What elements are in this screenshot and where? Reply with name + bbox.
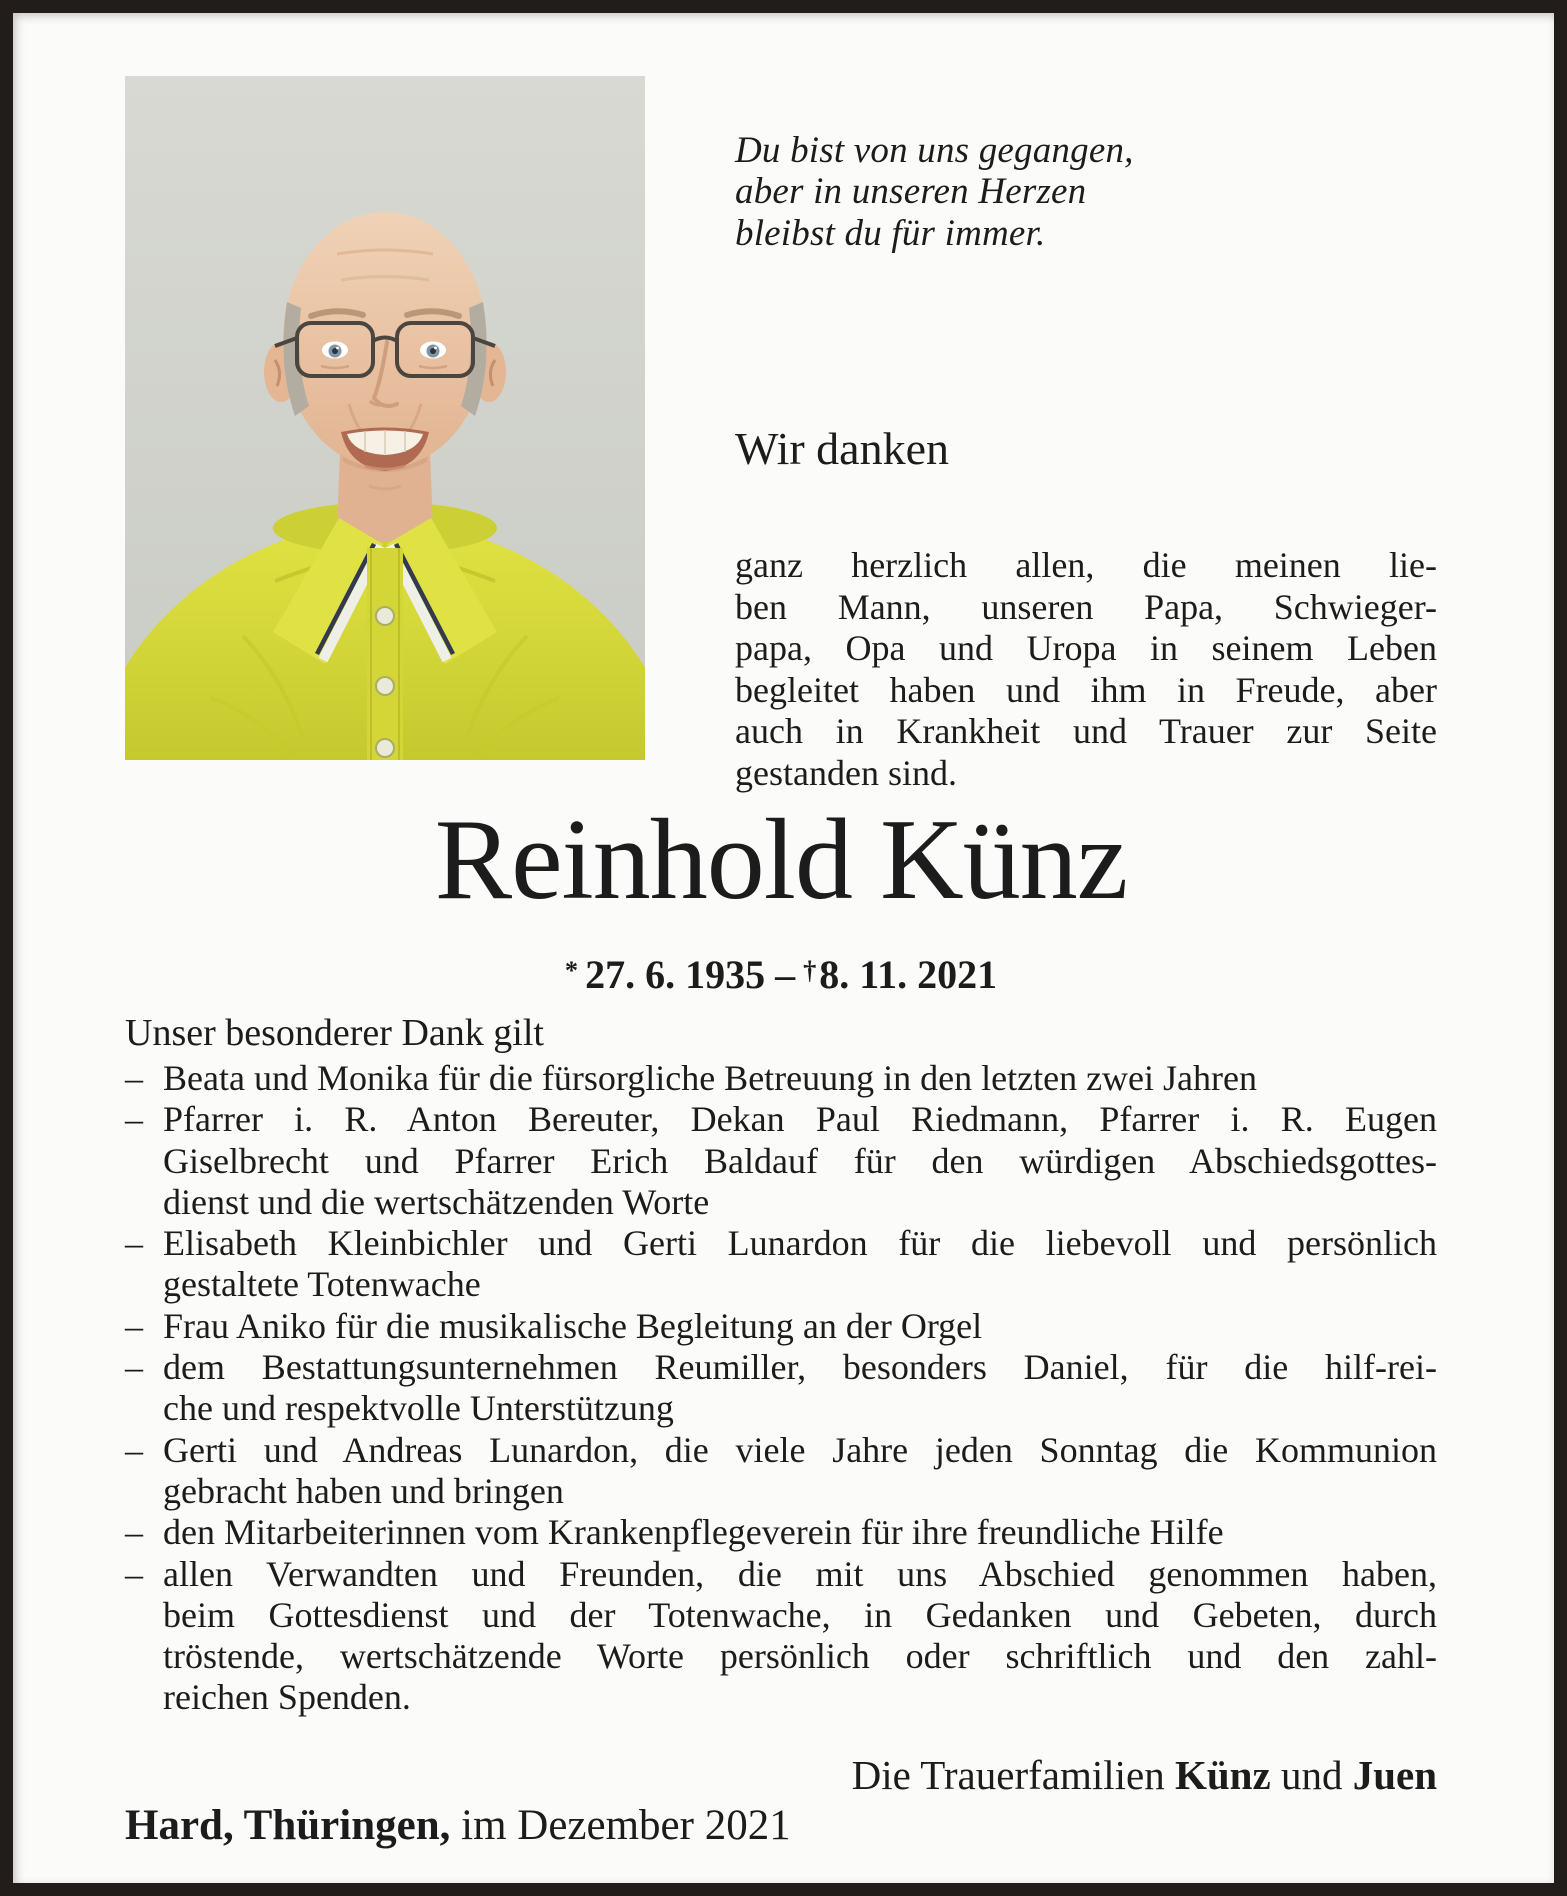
special-thanks-item-text [163,1512,1437,1553]
death-symbol: † [803,955,817,985]
text-line: beim Gottesdienst und der Totenwache, in Gedanken und Gebeten, durch [163,1594,1437,1635]
life-dates [125,948,1437,997]
closing-conjunction: und [1280,1752,1343,1798]
quote-line: Du bist von uns gegangen, [735,130,1134,171]
epitaph-quote [735,130,1437,254]
special-thanks-item-text [163,1306,1437,1347]
special-thanks-item [125,1099,1437,1223]
closing-families [125,1752,1437,1798]
text-line: dienst und die wertschätzenden Worte [163,1181,710,1222]
deceased-name: Reinhold Künz [434,796,1128,924]
list-dash: – [125,1429,143,1470]
text-line: che und respektvolle Unterstützung [163,1388,674,1429]
special-thanks-item [125,1058,1437,1099]
paragraph-line: auch in Krankheit und Trauer zur Seite [735,711,1437,751]
list-dash: – [125,1512,143,1553]
special-thanks-item [125,1512,1437,1553]
death-date: 8. 11. 2021 [819,951,998,997]
closing-prefix: Die Trauerfamilien [851,1752,1165,1798]
text-line: gebracht haben und bringen [163,1470,564,1511]
paragraph-line: ben Mann, unseren Papa, Schwieger- [735,586,1437,627]
list-dash: – [125,1347,143,1388]
place-date-line [125,1802,1437,1850]
special-thanks-item [125,1554,1437,1719]
paragraph-line: gestanden sind. [735,752,957,793]
text-line: Giselbrecht und Pfarrer Erich Baldauf für den würdigen Abschiedsgottes- [163,1140,1437,1181]
quote-line: bleibst du für immer. [735,212,1046,254]
list-dash: – [125,1099,143,1140]
special-thanks-item-text [163,1099,1437,1223]
text-line: dem Bestattungsunternehmen Reumiller, besonders Daniel, für die hilf-rei- [163,1347,1437,1388]
text-line: Pfarrer i. R. Anton Bereuter, Dekan Paul Riedmann, Pfarrer i. R. Eugen [163,1099,1437,1140]
text-line: Frau Aniko für die musikalische Begleitung an der Orgel [163,1305,983,1346]
special-thanks-heading: Unser besonderer Dank gilt [125,1012,544,1054]
special-thanks-item [125,1430,1437,1513]
text-line: Elisabeth Kleinbichler und Gerti Lunardon für die liebevoll und persönlich [163,1223,1437,1264]
text-line: gestaltete Totenwache [163,1264,481,1305]
text-line: tröstende, wertschätzende Worte persönlich oder schriftlich und den zahl- [163,1636,1437,1677]
text-line: Beata und Monika für die fürsorgliche Betreuung in den letzten zwei Jahren [163,1058,1257,1098]
text-line: reichen Spenden. [163,1677,411,1718]
special-thanks-list [125,1058,1437,1719]
list-dash: – [125,1058,143,1098]
list-dash: – [125,1305,143,1346]
family-name-2: Juen [1352,1752,1437,1798]
paragraph-line: papa, Opa und Uropa in seinem Leben [735,628,1437,668]
paragraph-line: begleitet haben und ihm in Freude, aber [735,669,1437,710]
special-thanks-item-text [163,1347,1437,1430]
text-line: den Mitarbeiterinnen vom Krankenpflegeverein für ihre freundliche Hilfe [163,1512,1224,1553]
special-thanks-item [125,1306,1437,1347]
quote-line: aber in unseren Herzen [735,171,1087,213]
special-thanks-item [125,1347,1437,1430]
thanks-paragraph [735,545,1437,794]
list-dash: – [125,1223,143,1264]
special-thanks-item-text [163,1430,1437,1513]
family-name-1: Künz [1174,1752,1271,1798]
text-line: Gerti und Andreas Lunardon, die viele Jahre jeden Sonntag die Kommunion [163,1429,1437,1470]
dates-separator: – [775,951,796,997]
list-dash: – [125,1553,143,1594]
portrait-photo [125,76,645,760]
portrait-illustration [125,76,645,760]
paragraph-line: ganz herzlich allen, die meinen lie- [735,545,1437,585]
birth-date: 27. 6. 1935 [585,951,766,997]
special-thanks-item [125,1223,1437,1306]
birth-symbol: * [564,955,579,985]
special-thanks-item-text [163,1554,1437,1719]
place-label: Hard, Thüringen, [125,1802,451,1849]
text-line: allen Verwandten und Freunden, die mit uns Abschied genommen haben, [163,1553,1437,1594]
special-thanks-item-text [163,1058,1437,1099]
thanks-heading: Wir danken [735,423,950,474]
date-label: im Dezember 2021 [461,1802,791,1849]
special-thanks-item-text [163,1223,1437,1306]
